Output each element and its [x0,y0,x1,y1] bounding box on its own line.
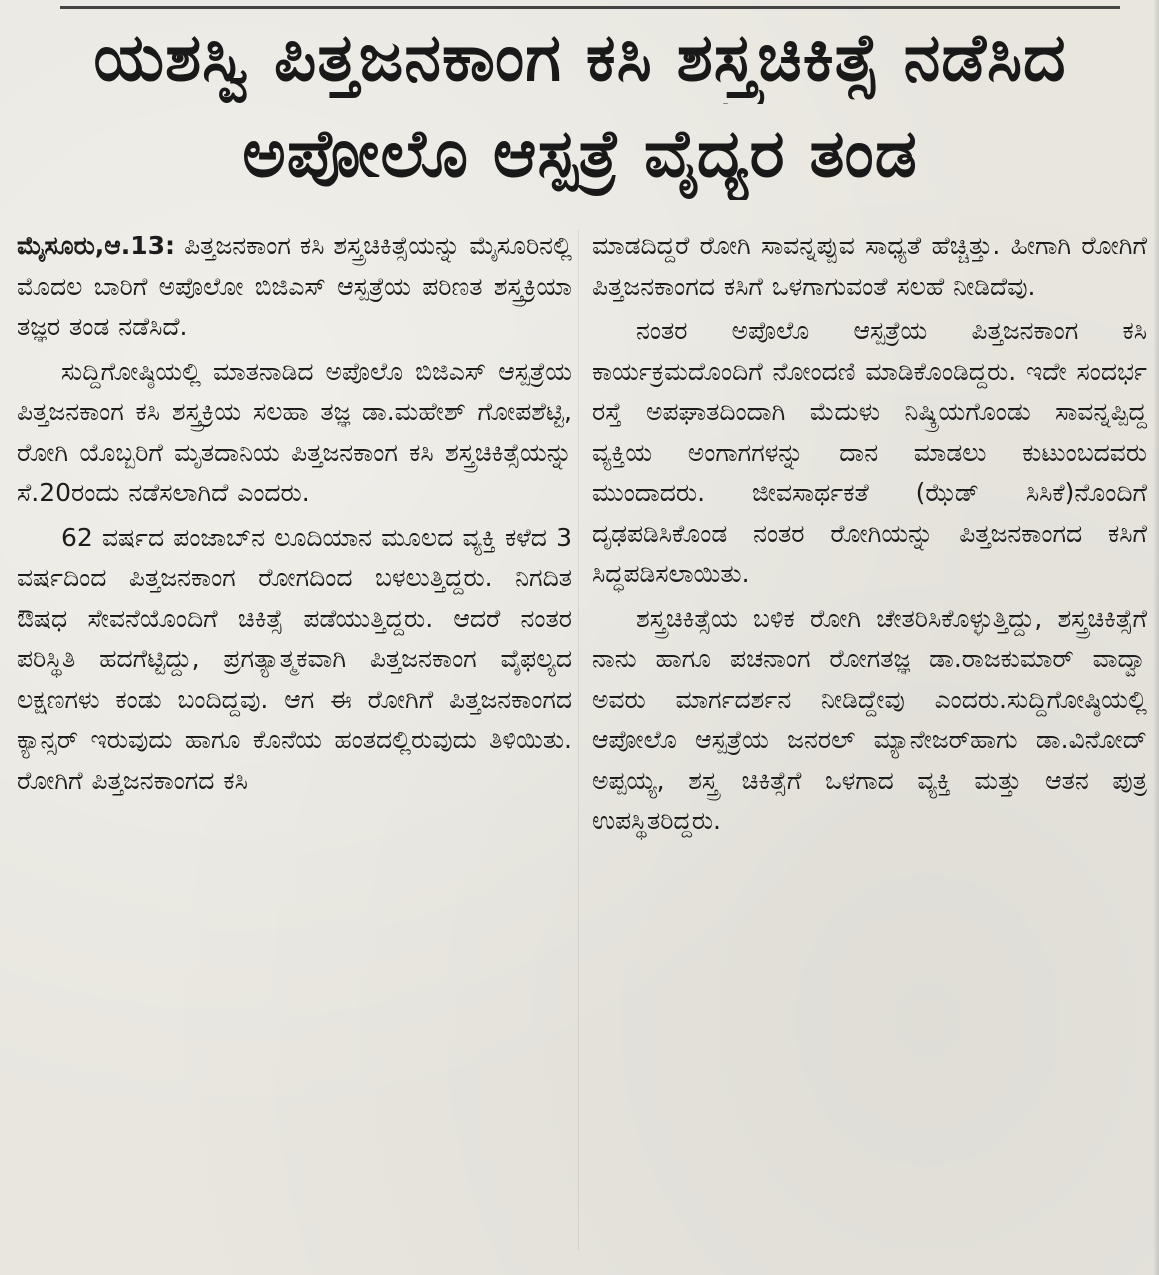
paragraph-3: 62 ವರ್ಷದ ಪಂಜಾಬ್‌ನ ಲೂದಿಯಾನ ಮೂಲದ ವ್ಯಕ್ತಿ ಕಳೆದ 3 ವರ್ಷದಿಂದ ಪಿತ್ತಜನಕಾಂಗ ರೋಗದಿಂದ ಬಳಲುತ್ತಿದ್ದರು. ನಿಗದಿತ ಔಷಧ ಸೇವನೆಯೊಂದಿಗೆ ಚಿಕಿತ್ಸೆ ಪಡೆಯುತ್ತಿದ್ದರು. ಆದರೆ ನಂತರ ಪರಿಸ್ಥಿತಿ ಹದಗೆಟ್ಟಿದ್ದು, ಪ್ರಗತ್ಯಾತ್ಮಕವಾಗಿ ಪಿತ್ತಜನಕಾಂಗ ವೈಫಲ್ಯದ ಲಕ್ಷಣಗಳು ಕಂಡು ಬಂದಿದ್ದವು. ಆಗ ಈ ರೋಗಿಗೆ ಪಿತ್ತಜನಕಾಂಗದ ಕ್ಯಾನ್ಸರ್ ಇರುವುದು ಹಾಗೂ ಕೊನೆಯ ಹಂತದಲ್ಲಿರುವುದು ತಿಳಿಯಿತು. ರೋಗಿಗೆ ಪಿತ್ತಜನಕಾಂಗದ ಕಸಿ [17,522,572,795]
column-divider [578,230,579,1250]
left-column [17,226,572,1266]
paragraph-1 [17,226,572,348]
headline-line-1: ಯಶಸ್ವಿ ಪಿತ್ತಜನಕಾಂಗ ಕಸಿ ಶಸ್ತ್ರಚಿಕಿತ್ಸೆ ನಡೆಸಿದ [93,19,1067,96]
page-edge-shadow [1153,0,1159,1275]
paragraph-3-continued: ಮಾಡದಿದ್ದರೆ ರೋಗಿ ಸಾವನ್ನಪ್ಪುವ ಸಾಧ್ಯತೆ ಹೆಚ್ಚಿತ್ತು. ಹೀಗಾಗಿ ರೋಗಿಗೆ ಪಿತ್ತಜನಕಾಂಗದ ಕಸಿಗೆ ಒಳಗಾಗುವಂತೆ ಸಲಹೆ ನೀಡಿದೆವು. [592,231,1147,301]
paragraph-2: ಸುದ್ದಿಗೋಷ್ಠಿಯಲ್ಲಿ ಮಾತನಾಡಿದ ಅಪೊಲೊ ಬಿಜಿಎಸ್ ಆಸ್ಪತ್ರೆಯ ಪಿತ್ತಜನಕಾಂಗ ಕಸಿ ಶಸ್ತ್ರಕ್ರಿಯ ಸಲಹಾ ತಜ್ಞ ಡಾ.ಮಹೇಶ್ ಗೋಪಶೆಟ್ಟಿ, ರೋಗಿ ಯೊಬ್ಬರಿಗೆ ಮೃತದಾನಿಯ ಪಿತ್ತಜನಕಾಂಗ ಕಸಿ ಶಸ್ತ್ರಚಿಕಿತ್ಸೆಯನ್ನು ಸೆ.20ರಂದು ನಡೆಸಲಾಗಿದೆ ಎಂದರು. [17,356,572,507]
paragraph-5: ಶಸ್ತ್ರಚಿಕಿತ್ಸೆಯ ಬಳಿಕ ರೋಗಿ ಚೇತರಿಸಿಕೊಳ್ಳುತ್ತಿದ್ದು, ಶಸ್ತ್ರಚಿಕಿತ್ಸೆಗೆ ನಾನು ಹಾಗೂ ಪಚನಾಂಗ ರೋಗತಜ್ಞ ಡಾ.ರಾಜಕುಮಾರ್ ವಾದ್ವಾ ಅವರು ಮಾರ್ಗದರ್ಶನ ನೀಡಿದ್ದೇವು ಎಂದರು.ಸುದ್ದಿಗೋಷ್ಠಿಯಲ್ಲಿ ಆಪೋಲೊ ಆಸ್ಪತ್ರೆಯ ಜನರಲ್ ಮ್ಯಾನೇಜರ್‌ಹಾಗು ಡಾ.ವಿನೋದ್ ಅಪ್ಪಯ್ಯ, ಶಸ್ತ್ರ ಚಿಕಿತ್ಸೆಗೆ ಒಳಗಾದ ವ್ಯಕ್ತಿ ಮತ್ತು ಆತನ ಪುತ್ರ ಉಪಸ್ಥಿತರಿದ್ದರು. [592,603,1147,835]
right-column [592,226,1147,1266]
paragraph-1-text: ಪಿತ್ತಜನಕಾಂಗ ಕಸಿ ಶಸ್ತ್ರಚಿಕಿತ್ಸೆಯನ್ನು ಮೈಸೂರಿನಲ್ಲಿ ಮೊದಲ ಬಾರಿಗೆ ಅಪೊಲೋ ಬಿಜಿಎಸ್ ಆಸ್ಪತ್ರೆಯ ಪರಿಣತ ಶಸ್ತ್ರಕ್ರಿಯಾ ತಜ್ಞರ ತಂಡ ನಡೆಸಿದೆ. [17,231,572,341]
dateline: ಮೈಸೂರು,ಆ.13: [17,231,176,260]
headline-line-2: ಅಪೋಲೊ ಆಸ್ಪತ್ರೆ ವೈದ್ಯರ ತಂಡ [242,115,918,192]
top-rule [60,6,1120,9]
paragraph-4: ನಂತರ ಅಪೊಲೊ ಆಸ್ಪತ್ರೆಯ ಪಿತ್ತಜನಕಾಂಗ ಕಸಿ ಕಾರ್ಯಕ್ರಮದೊಂದಿಗೆ ನೋಂದಣಿ ಮಾಡಿಕೊಂಡಿದ್ದರು. ಇದೇ ಸಂದರ್ಭ ರಸ್ತೆ ಅಪಘಾತದಿಂದಾಗಿ ಮೆದುಳು ನಿಷ್ಕ್ರಿಯಗೊಂಡು ಸಾವನ್ನಪ್ಪಿದ್ದ ವ್ಯಕ್ತಿಯ ಅಂಗಾಗಗಳನ್ನು ದಾನ ಮಾಡಲು ಕುಟುಂಬದವರು ಮುಂದಾದರು. ಜೀವಸಾರ್ಥಕತೆ (ಝೆಡ್ ಸಿಸಿಕೆ)ನೊಂದಿಗೆ ದೃಢಪಡಿಸಿಕೊಂಡ ನಂತರ ರೋಗಿಯನ್ನು ಪಿತ್ತಜನಕಾಂಗದ ಕಸಿಗೆ ಸಿದ್ಧಪಡಿಸಲಾಯಿತು. [592,316,1147,588]
